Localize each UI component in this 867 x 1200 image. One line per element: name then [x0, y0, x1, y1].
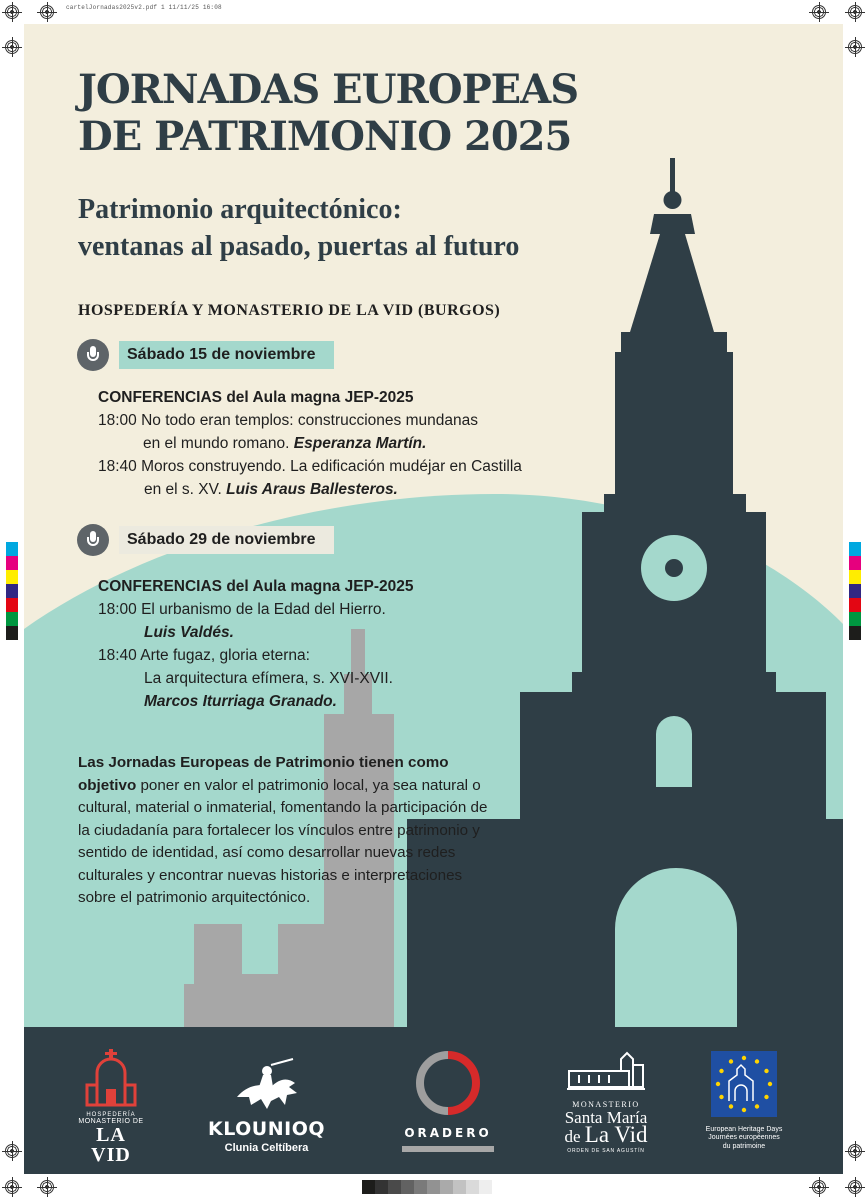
sponsor-footer [24, 1027, 843, 1174]
poster-title-line: JORNADAS EUROPEAS [78, 66, 579, 113]
description [78, 752, 498, 910]
logo-text: LA VID [91, 1124, 131, 1166]
registration-mark [5, 5, 19, 19]
logo-text: HOSPEDERÍA [86, 1112, 136, 1118]
program-heading: CONFERENCIAS del Aula magna JEP-2025 [98, 389, 414, 406]
talk-speaker: Esperanza Martín. [293, 435, 427, 452]
logo-text: du patrimoine [722, 1143, 766, 1150]
date-label: Sábado 15 de noviembre [119, 341, 334, 369]
print-header: cartelJornadas2025v2.pdf 1 11/11/25 16:08 [66, 4, 222, 11]
logo-text: La Vid [584, 1122, 648, 1147]
microphone-icon [77, 339, 109, 371]
program-day1 [98, 386, 522, 501]
registration-mark [40, 1180, 54, 1194]
description-text: poner en valor el patrimonio local, ya sea natural o cultural, material o inmaterial, fomentando la participación de la ciudadanía para fortalecer los vínculos entre patrimonio y sentido de identidad, así como desarrollar nuevas redes culturales y encontrar nuevas historias e interpretaciones sobre el patrimonio arquitectónico. [78, 776, 488, 906]
logo-text: de [564, 1127, 581, 1146]
talk-speaker: Luis Araus Ballesteros. [226, 481, 398, 498]
logo-text: Santa María [564, 1108, 648, 1127]
registration-mark [5, 40, 19, 54]
poster [24, 24, 843, 1174]
logo-text: MONASTERIO DE [78, 1118, 144, 1125]
description-bold: Las Jornadas Europeas de Patrimonio tienen como objetivo [78, 754, 449, 794]
tower-arched-window [656, 716, 692, 787]
logo-text: KLOUNIOQ [207, 1118, 325, 1140]
date-row-day1 [77, 339, 334, 371]
talk-title: 18:40 Arte fugaz, gloria eterna: [98, 647, 310, 664]
talk-title: 18:00 No todo eran templos: construcciones mundanas [98, 412, 478, 429]
logo-text: European Heritage Days [705, 1126, 783, 1133]
registration-mark [812, 5, 826, 19]
registration-mark [848, 40, 862, 54]
registration-mark [848, 1144, 862, 1158]
gray-calibration-bar [362, 1180, 492, 1194]
talk-speaker: Marcos Iturriaga Granado. [144, 693, 337, 710]
talk-title: La arquitectura efímera, s. XVI-XVII. [144, 670, 393, 687]
program-heading: CONFERENCIAS del Aula magna JEP-2025 [98, 578, 414, 595]
logo-oradero [402, 1051, 494, 1152]
church-icon [84, 1049, 138, 1107]
monastery-icon [565, 1049, 647, 1095]
logo-klounioq [204, 1057, 329, 1154]
registration-mark [848, 1180, 862, 1194]
tower-door [615, 868, 737, 1029]
logo-text: Clunia Celtíbera [224, 1142, 309, 1154]
logo-monasterio [560, 1049, 652, 1154]
horseman-icon [227, 1057, 307, 1113]
poster-title [78, 66, 678, 160]
program-day2 [98, 575, 414, 713]
talk-title: 18:40 Moros construyendo. La edificación mudéjar en Castilla [98, 458, 522, 475]
microphone-icon [77, 524, 109, 556]
date-label: Sábado 29 de noviembre [119, 526, 334, 554]
poster-subtitle [78, 191, 678, 265]
date-row-day2 [77, 524, 334, 556]
talk-title: en el s. XV. [144, 481, 222, 498]
talk-title: en el mundo romano. [143, 435, 290, 452]
venue: HOSPEDERÍA Y MONASTERIO DE LA VID (BURGOS) [78, 302, 501, 319]
color-calibration-bar [6, 542, 18, 640]
talk-title: 18:00 El urbanismo de la Edad del Hierro. [98, 601, 386, 618]
logo-european-heritage-days [704, 1051, 784, 1151]
logo-hospederia [76, 1049, 146, 1165]
poster-subtitle-line: ventanas al pasado, puertas al futuro [78, 231, 520, 262]
logo-text: Journées européennes [708, 1134, 780, 1141]
tower-round-window-center [665, 559, 683, 577]
registration-mark [40, 5, 54, 19]
registration-mark [812, 1180, 826, 1194]
eu-heritage-flag-icon [711, 1051, 777, 1117]
color-calibration-bar [849, 542, 861, 640]
talk-speaker: Luis Valdés. [144, 624, 234, 641]
poster-title-line: DE PATRIMONIO 2025 [78, 113, 572, 160]
registration-mark [5, 1180, 19, 1194]
oradero-ring-icon [416, 1051, 480, 1115]
logo-text: ORDEN DE SAN AGUSTÍN [567, 1148, 645, 1154]
registration-mark [848, 5, 862, 19]
poster-subtitle-line: Patrimonio arquitectónico: [78, 194, 402, 225]
registration-mark [5, 1144, 19, 1158]
logo-text: MONASTERIO [572, 1100, 640, 1109]
logo-text: ORADERO [404, 1126, 492, 1140]
